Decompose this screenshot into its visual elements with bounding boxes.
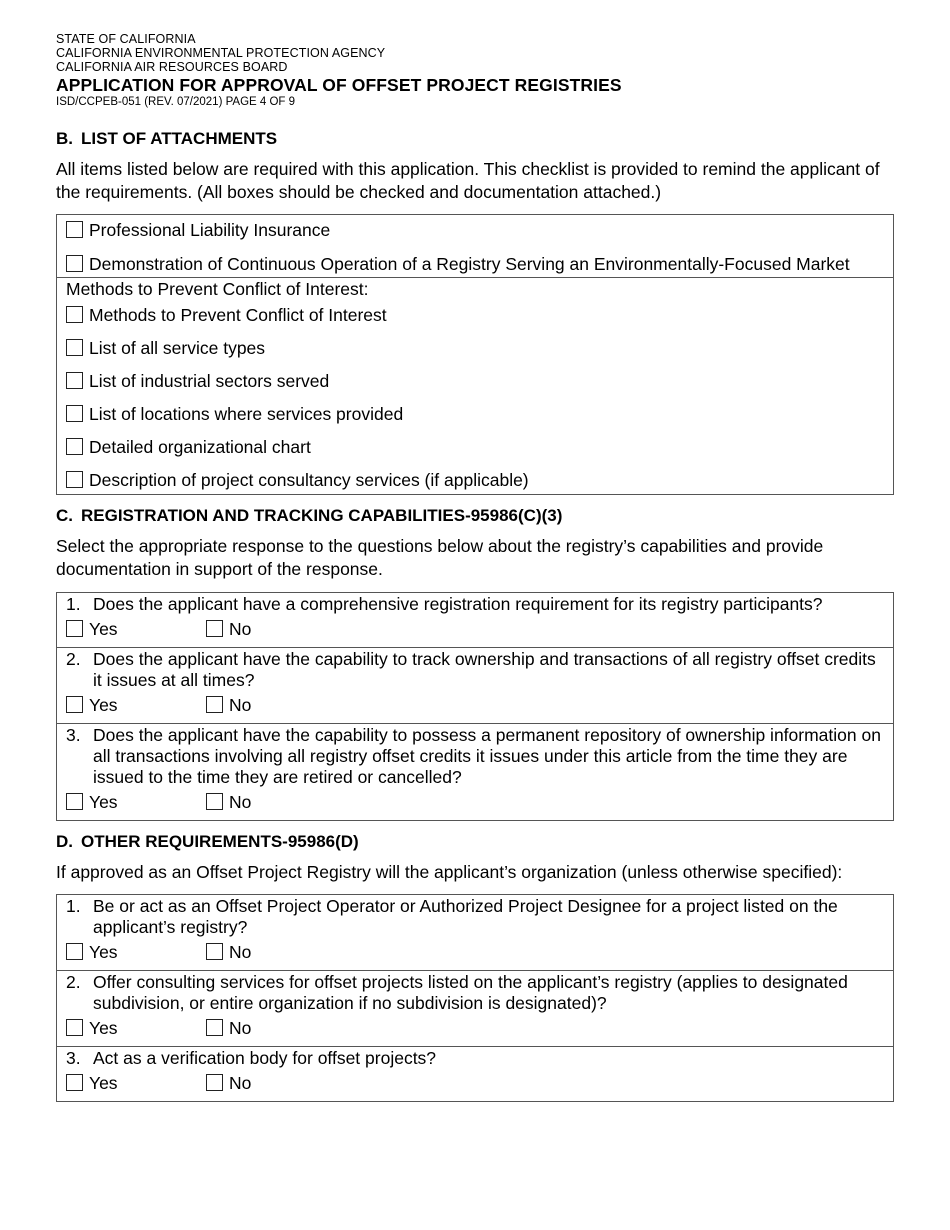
question-number: 1. [66,896,81,916]
checklist-item [57,338,893,358]
attachments-general-group [57,215,893,277]
section-b-heading [56,129,894,149]
yes-label: Yes [89,1018,118,1038]
no-label: No [229,695,252,715]
methods-conflict-checkbox[interactable] [66,306,83,323]
checklist-item-label: Professional Liability Insurance [89,220,331,240]
question [57,594,893,615]
question-text: Act as a verification body for offset projects? [93,1048,437,1068]
question-row [57,970,893,1046]
service-locations-checkbox[interactable] [66,405,83,422]
question [57,649,893,691]
yes-no-options [57,695,893,715]
question-text: Does the applicant have the capability to track ownership and transactions of all registry offset credits it issues at all times? [93,649,876,690]
no-checkbox[interactable] [206,1074,223,1091]
section-c-heading [56,506,894,526]
yes-label: Yes [89,695,118,715]
question-row [57,593,893,647]
checklist-item [57,437,893,457]
section-c-letter: C. [56,506,73,525]
no-option[interactable] [206,792,346,812]
no-label: No [229,619,252,639]
attachments-checklist [56,214,894,495]
form-page [56,32,894,1102]
yes-option[interactable] [66,792,206,812]
question [57,896,893,938]
section-b-letter: B. [56,129,73,148]
checklist-item-label: List of locations where services provided [89,404,404,424]
professional-liability-checkbox[interactable] [66,221,83,238]
section-c-title: REGISTRATION AND TRACKING CAPABILITIES-95986(C)(3) [81,506,563,525]
checklist-item-label: List of all service types [89,338,266,358]
question-number: 2. [66,972,81,992]
question-text: Offer consulting services for offset projects listed on the applicant’s registry (applies to designated subdivision, or entire organization if no subdivision is designated)? [93,972,848,1013]
yes-no-options [57,942,893,962]
checklist-item-label: Methods to Prevent Conflict of Interest [89,305,387,325]
yes-checkbox[interactable] [66,620,83,637]
question-number: 2. [66,649,81,669]
checklist-item-label: Description of project consultancy services (if applicable) [89,470,529,490]
no-option[interactable] [206,942,346,962]
no-checkbox[interactable] [206,620,223,637]
section-b-intro: All items listed below are required with this application. This checklist is provided to remind the applicant of the requirements. (All boxes should be checked and documentation attached.) [56,159,880,202]
section-d-intro: If approved as an Offset Project Registry will the applicant’s organization (unless otherwise specified): [56,862,843,882]
yes-no-options [57,1018,893,1038]
no-option[interactable] [206,695,346,715]
yes-checkbox[interactable] [66,1019,83,1036]
no-label: No [229,792,252,812]
service-types-checkbox[interactable] [66,339,83,356]
yes-option[interactable] [66,942,206,962]
no-checkbox[interactable] [206,793,223,810]
yes-option[interactable] [66,695,206,715]
checklist-item-label: List of industrial sectors served [89,371,330,391]
checklist-item [57,470,893,490]
checklist-item [57,220,893,240]
section-d-letter: D. [56,832,73,851]
question [57,1048,893,1069]
agency-line-carb: CALIFORNIA AIR RESOURCES BOARD [56,60,288,74]
no-checkbox[interactable] [206,1019,223,1036]
continuous-operation-checkbox[interactable] [66,255,83,272]
yes-label: Yes [89,1073,118,1093]
checklist-item-label: Demonstration of Continuous Operation of a Registry Serving an Environmentally-Focused Market [89,254,850,274]
no-checkbox[interactable] [206,696,223,713]
question [57,725,893,788]
yes-option[interactable] [66,1018,206,1038]
question-row [57,723,893,820]
yes-checkbox[interactable] [66,696,83,713]
agency-line-calepa: CALIFORNIA ENVIRONMENTAL PROTECTION AGENCY [56,46,386,60]
yes-label: Yes [89,619,118,639]
question-row [57,647,893,723]
question-text: Does the applicant have a comprehensive registration requirement for its registry participants? [93,594,823,614]
no-option[interactable] [206,1073,346,1093]
question-number: 3. [66,725,81,745]
yes-option[interactable] [66,619,206,639]
section-c-intro: Select the appropriate response to the questions below about the registry’s capabilities and provide documentation in support of the response. [56,536,824,579]
no-label: No [229,1018,252,1038]
question-text: Does the applicant have the capability to possess a permanent repository of ownership information on all transactions involving all registry offset credits it issues under this article from the time they are issued to the time they are retired or cancelled? [93,725,881,787]
yes-checkbox[interactable] [66,943,83,960]
no-label: No [229,942,252,962]
checklist-item [57,305,893,325]
question-number: 3. [66,1048,81,1068]
yes-checkbox[interactable] [66,1074,83,1091]
consultancy-services-checkbox[interactable] [66,471,83,488]
checklist-item [57,254,893,274]
yes-checkbox[interactable] [66,793,83,810]
question-row [57,1046,893,1101]
question-text: Be or act as an Offset Project Operator or Authorized Project Designee for a project listed on the applicant’s registry? [93,896,838,937]
question-row [57,895,893,970]
yes-option[interactable] [66,1073,206,1093]
no-label: No [229,1073,252,1093]
document-title: APPLICATION FOR APPROVAL OF OFFSET PROJECT REGISTRIES [56,75,622,95]
conflict-of-interest-group [57,277,893,494]
section-b-title: LIST OF ATTACHMENTS [81,129,278,148]
form-id: ISD/CCPEB-051 (REV. 07/2021) PAGE 4 OF 9 [56,96,296,108]
question [57,972,893,1014]
yes-no-options [57,792,893,812]
org-chart-checkbox[interactable] [66,438,83,455]
checklist-item [57,404,893,424]
yes-no-options [57,1073,893,1093]
question-number: 1. [66,594,81,614]
capabilities-questions [56,592,894,821]
agency-line-state: STATE OF CALIFORNIA [56,32,196,46]
checklist-item-label: Detailed organizational chart [89,437,311,457]
conflict-of-interest-heading: Methods to Prevent Conflict of Interest: [66,279,369,299]
no-option[interactable] [206,1018,346,1038]
yes-label: Yes [89,942,118,962]
checklist-item [57,371,893,391]
other-requirements-questions [56,894,894,1102]
form-header [56,32,894,109]
yes-label: Yes [89,792,118,812]
no-option[interactable] [206,619,346,639]
yes-no-options [57,619,893,639]
section-d-title: OTHER REQUIREMENTS-95986(D) [81,832,359,851]
no-checkbox[interactable] [206,943,223,960]
section-d-heading [56,832,894,852]
industrial-sectors-checkbox[interactable] [66,372,83,389]
